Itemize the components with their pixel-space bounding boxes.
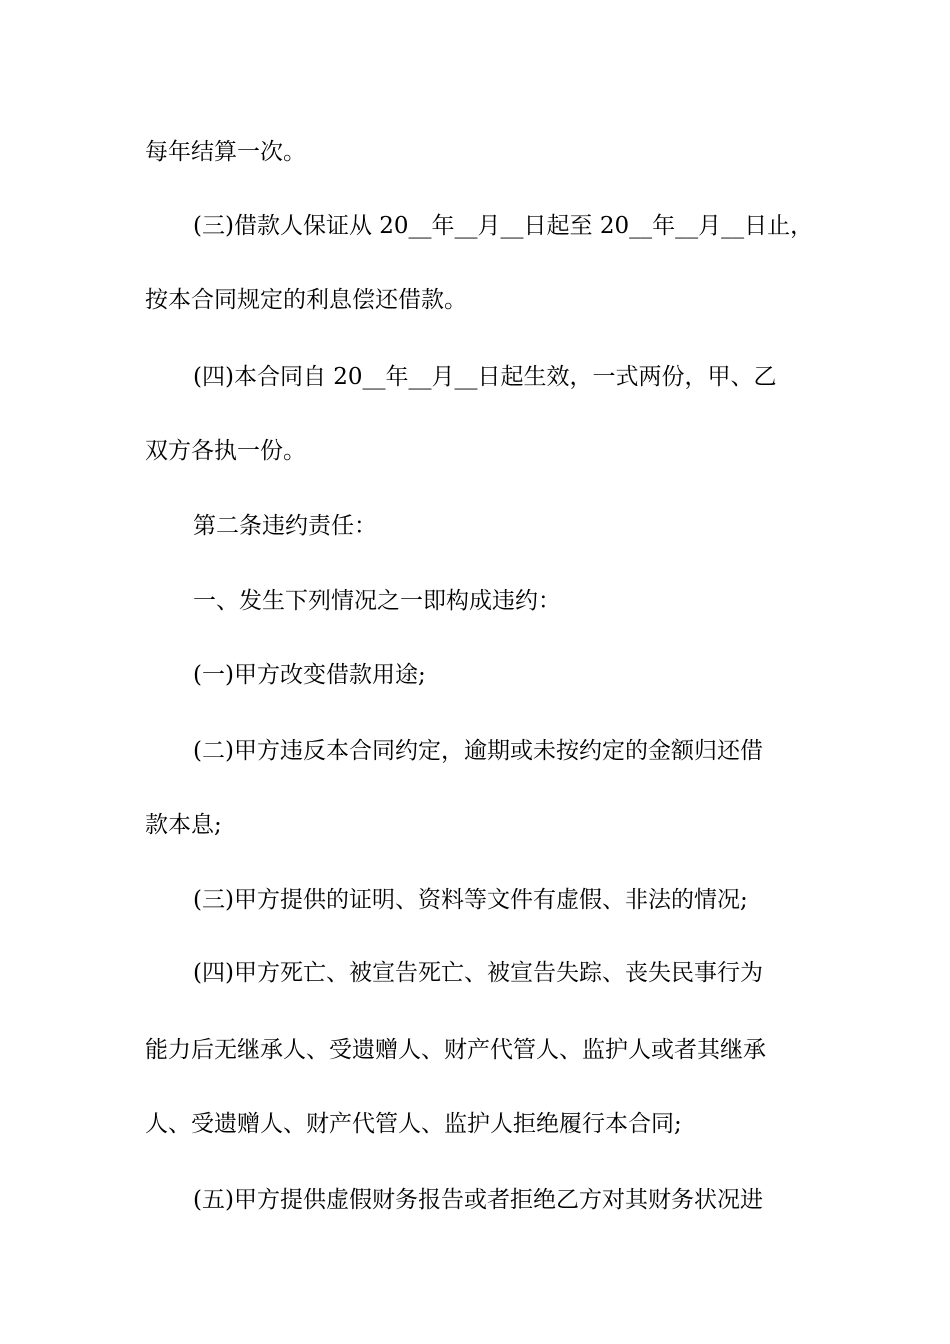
text-line: 双方各执一份。 [145,438,306,464]
text-line: (三)甲方提供的证明、资料等文件有虚假、非法的情况; [193,887,748,913]
text-line: 能力后无继承人、受遗赠人、财产代管人、监护人或者其继承 [145,1037,766,1063]
text-line: 一、发生下列情况之一即构成违约： [193,588,561,614]
text-line: (五)甲方提供虚假财务报告或者拒绝乙方对其财务状况进 [193,1187,763,1213]
text-line: (三)借款人保证从 20__年__月__日起至 20__年__月__日止， [193,213,814,239]
text-line: (四)本合同自 20__年__月__日起生效，一式两份，甲、乙 [193,364,777,390]
text-line: 人、受遗赠人、财产代管人、监护人拒绝履行本合同; [145,1111,682,1137]
text-line: 款本息; [145,812,222,838]
text-line: (一)甲方改变借款用途; [193,662,426,688]
text-line: (四)甲方死亡、被宣告死亡、被宣告失踪、丧失民事行为 [193,960,763,986]
text-line: 按本合同规定的利息偿还借款。 [145,287,467,313]
text-line: 每年结算一次。 [145,139,306,165]
section-heading: 第二条违约责任： [193,513,377,539]
text-line: (二)甲方违反本合同约定，逾期或未按约定的金额归还借 [193,738,763,764]
